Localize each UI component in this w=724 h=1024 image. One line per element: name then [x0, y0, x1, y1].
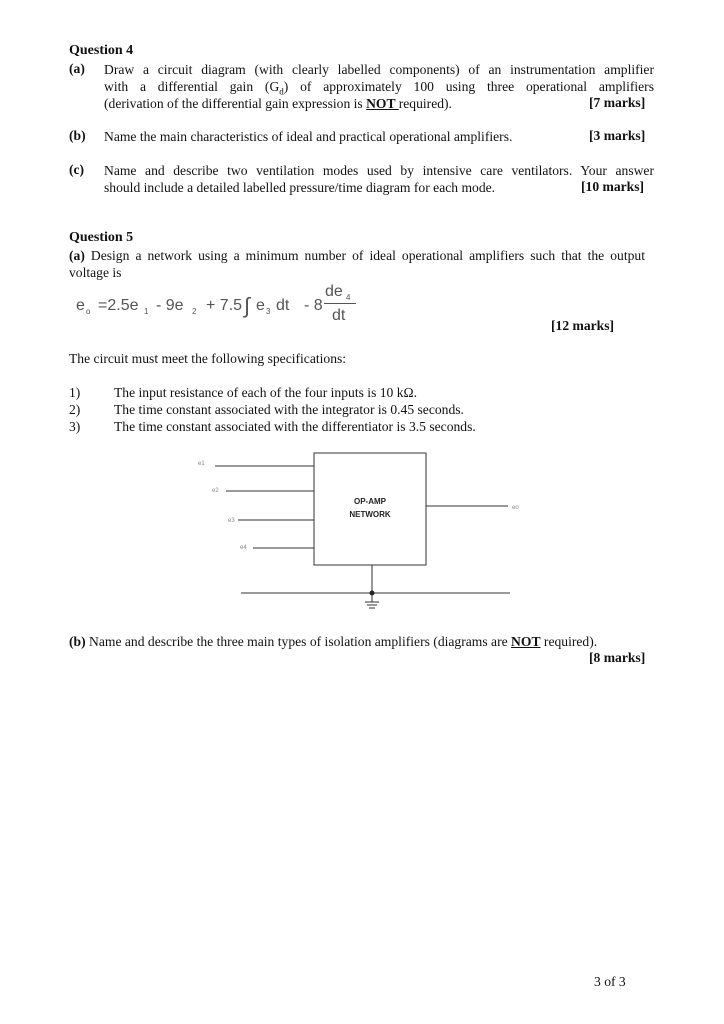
q4-b-label: (b) [69, 128, 86, 143]
q5-a-marks: [12 marks] [551, 318, 615, 333]
output-label: eo [512, 505, 519, 511]
q4-c-line1: Name and describe two ventilation modes used by intensive care ventilators. Your answer [104, 163, 654, 178]
q4-c-label: (c) [69, 162, 85, 177]
q5-a-line1: (a) Design a network using a minimum number of ideal operational amplifiers such that the output [69, 248, 645, 263]
q4-a-line2: with a differential gain $(G_d)$ of approximately 100 using three operational amplifiers [104, 79, 654, 97]
box-label-line1: OP-AMP [354, 497, 386, 506]
op-amp-network-box [314, 453, 426, 565]
input-label-e3: e3 [228, 518, 235, 524]
q4-a-marks: [7 marks] [589, 95, 646, 110]
q4-c-marks: [10 marks] [581, 179, 645, 194]
output-voltage-equation: e o =2.5e 1 - 9e 2 + 7.5 ∫ e 3 dt - 8 de 4 dt [76, 283, 376, 331]
spec-num-3: 3) [69, 419, 81, 434]
q4-a-label: (a) [69, 61, 85, 76]
op-amp-network-diagram [190, 445, 530, 615]
q5-b-text: (b) Name and describe the three main types of isolation amplifiers (diagrams are NOT required). [69, 634, 598, 649]
spec-text-1: The input resistance of each of the four inputs is 10 kΩ. [114, 385, 418, 400]
spec-text-3: The time constant associated with the differentiator is 3.5 seconds. [114, 419, 476, 434]
q5-b-marks: [8 marks] [589, 650, 646, 665]
question-4-title: Question 4 [69, 43, 134, 58]
fraction-bar [324, 303, 356, 304]
spec-num-1: 1) [69, 385, 81, 400]
spec-num-2: 2) [69, 402, 81, 417]
question-5-title: Question 5 [69, 230, 134, 245]
input-label-e2: e2 [212, 488, 219, 494]
box-label-line2: NETWORK [349, 510, 391, 519]
q4-a-line1: Draw a circuit diagram (with clearly labelled components) of an instrumentation amplifier [104, 62, 654, 77]
q5-a-line2: voltage is [69, 265, 122, 280]
input-label-e1: e1 [198, 461, 205, 467]
q4-a-line3: (derivation of the differential gain expression is NOT required). [104, 96, 452, 111]
input-label-e4: e4 [240, 545, 247, 551]
spec-text-2: The time constant associated with the integrator is 0.45 seconds. [114, 402, 464, 417]
spec-intro: The circuit must meet the following specifications: [69, 351, 347, 366]
q4-b-text: Name the main characteristics of ideal and practical operational amplifiers. [104, 129, 513, 144]
page-number: 3 of 3 [594, 974, 626, 989]
q4-b-marks: [3 marks] [589, 128, 646, 143]
q4-c-line2: should include a detailed labelled pressure/time diagram for each mode. [104, 180, 496, 195]
